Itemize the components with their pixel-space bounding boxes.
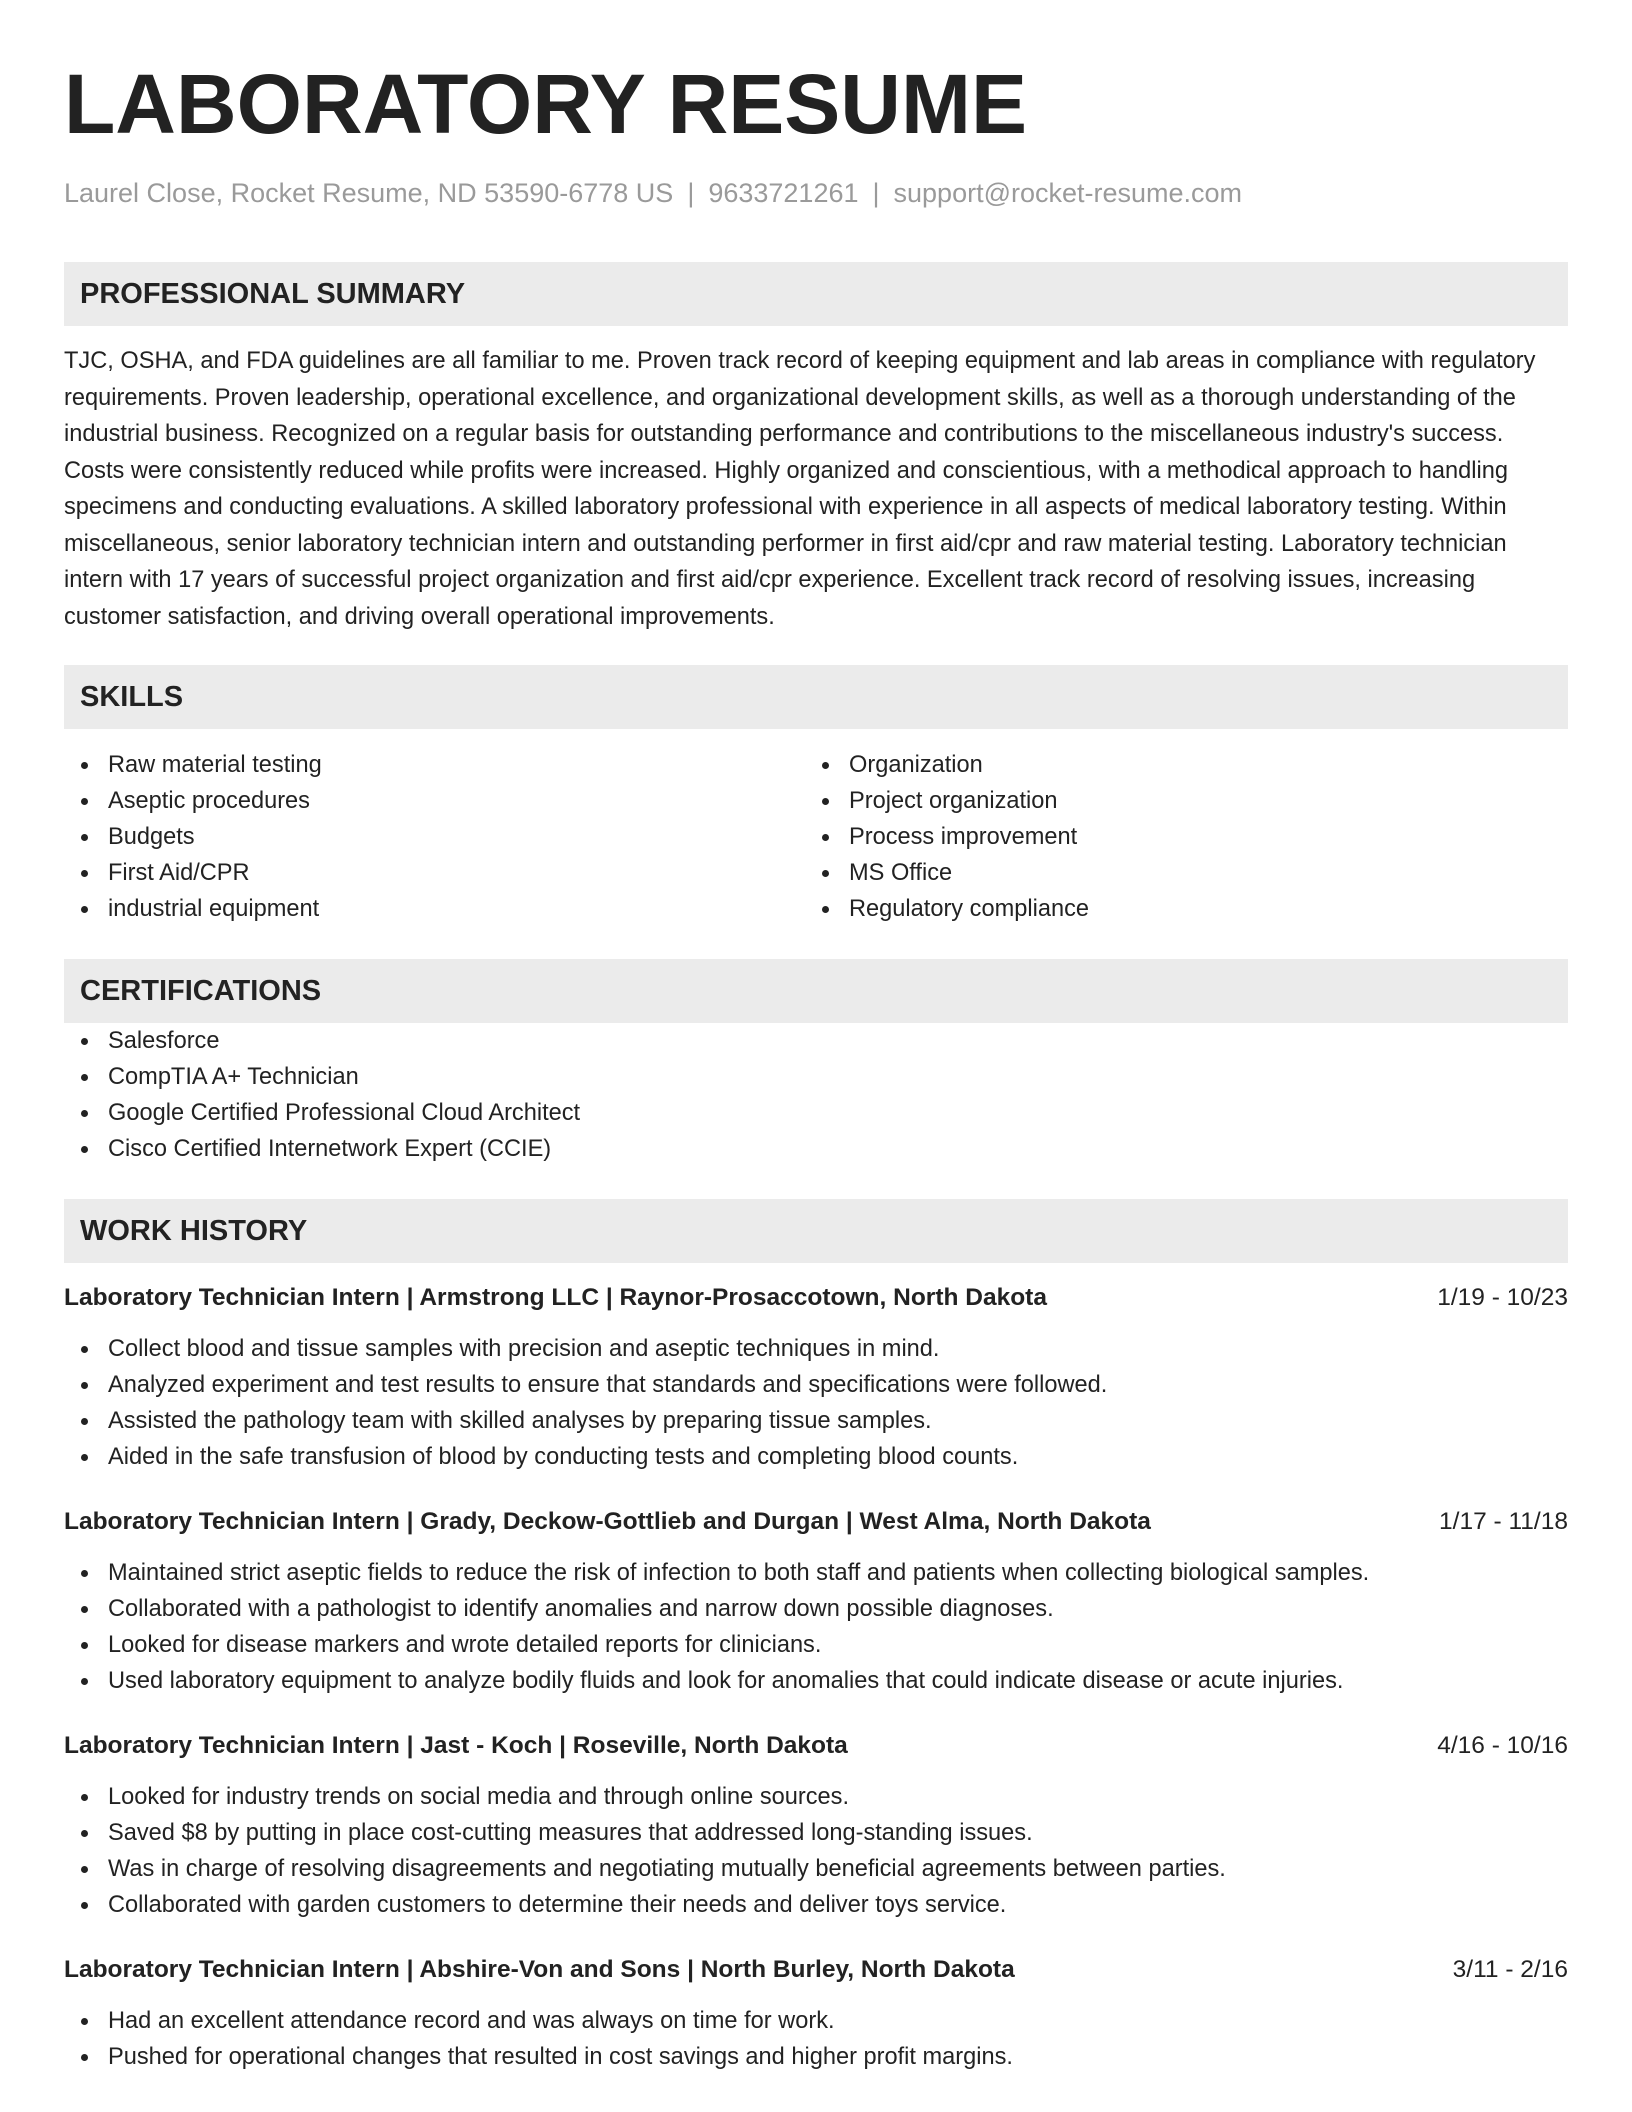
- skills-column-right: [805, 747, 1546, 927]
- skill-item: Regulatory compliance: [805, 891, 1546, 927]
- job-bullet: Pushed for operational changes that resulted in cost savings and higher profit margins.: [64, 2039, 1568, 2075]
- job-header: [64, 1729, 1568, 1763]
- certification-item: Salesforce: [64, 1023, 1568, 1059]
- job-title: Laboratory Technician Intern | Abshire-Von and Sons | North Burley, North Dakota: [64, 1956, 1015, 1983]
- skill-item: First Aid/CPR: [64, 855, 805, 891]
- job-bullets: [64, 1331, 1568, 1475]
- job-bullet: Analyzed experiment and test results to ensure that standards and specifications were followed.: [64, 1367, 1568, 1403]
- section-heading-skills: SKILLS: [64, 665, 1568, 729]
- job-dates: 4/16 - 10/16: [1437, 1732, 1568, 1759]
- skills-column-left: [64, 747, 805, 927]
- skill-item: Project organization: [805, 783, 1546, 819]
- section-heading-summary: PROFESSIONAL SUMMARY: [64, 262, 1568, 326]
- job-bullet: Had an excellent attendance record and was always on time for work.: [64, 2003, 1568, 2039]
- job-bullets: [64, 2003, 1568, 2075]
- skill-item: Budgets: [64, 819, 805, 855]
- contact-address: Laurel Close, Rocket Resume, ND 53590-6778 US: [64, 178, 674, 208]
- job-title: Laboratory Technician Intern | Armstrong LLC | Raynor-Prosaccotown, North Dakota: [64, 1284, 1047, 1311]
- skills-grid: [64, 747, 1568, 927]
- job-dates: 1/17 - 11/18: [1439, 1508, 1568, 1535]
- job-bullets: [64, 1779, 1568, 1923]
- job-entry: [64, 1281, 1568, 1475]
- job-header: [64, 1281, 1568, 1315]
- resume-title: LABORATORY RESUME: [64, 57, 1027, 151]
- job-bullet: Used laboratory equipment to analyze bodily fluids and look for anomalies that could indicate disease or acute injuries.: [64, 1663, 1568, 1699]
- job-header: [64, 1505, 1568, 1539]
- job-header: [64, 1953, 1568, 1987]
- job-bullet: Aided in the safe transfusion of blood by conducting tests and completing blood counts.: [64, 1439, 1568, 1475]
- job-dates: 3/11 - 2/16: [1452, 1956, 1568, 1983]
- job-bullet: Was in charge of resolving disagreements and negotiating mutually beneficial agreements between parties.: [64, 1851, 1568, 1887]
- certifications-list: [64, 1023, 1568, 1167]
- job-entry: [64, 1729, 1568, 1923]
- contact-line: [64, 176, 1568, 210]
- skill-item: MS Office: [805, 855, 1546, 891]
- job-dates: 1/19 - 10/23: [1437, 1284, 1568, 1311]
- summary-paragraph: TJC, OSHA, and FDA guidelines are all familiar to me. Proven track record of keeping equipment and lab areas in compliance with regulatory requirements. Proven leadership, operational excellence, and organizational development skills, as well as a thorough understanding of the industrial business. Recognized on a regular basis for outstanding performance and contributions to the miscellaneous industry's success. Costs were consistently reduced while profits were increased. Highly organized and conscientious, with a methodical approach to handling specimens and conducting evaluations. A skilled laboratory professional with experience in all aspects of medical laboratory testing. Within miscellaneous, senior laboratory technician intern and outstanding performer in first aid/cpr and raw material testing. Laboratory technician intern with 17 years of successful project organization and first aid/cpr experience. Excellent track record of resolving issues, increasing customer satisfaction, and driving overall operational improvements.: [64, 348, 1536, 630]
- job-bullet: Looked for industry trends on social media and through online sources.: [64, 1779, 1568, 1815]
- job-bullets: [64, 1555, 1568, 1699]
- certification-item: Google Certified Professional Cloud Architect: [64, 1095, 1568, 1131]
- skill-item: Aseptic procedures: [64, 783, 805, 819]
- certification-item: Cisco Certified Internetwork Expert (CCIE): [64, 1131, 1568, 1167]
- skill-item: industrial equipment: [64, 891, 805, 927]
- job-title: Laboratory Technician Intern | Jast - Koch | Roseville, North Dakota: [64, 1732, 848, 1759]
- job-bullet: Maintained strict aseptic fields to reduce the risk of infection to both staff and patients when collecting biological samples.: [64, 1555, 1568, 1591]
- certification-item: CompTIA A+ Technician: [64, 1059, 1568, 1095]
- contact-separator: |: [872, 178, 880, 208]
- job-bullet: Collaborated with a pathologist to identify anomalies and narrow down possible diagnoses.: [64, 1591, 1568, 1627]
- job-bullet: Looked for disease markers and wrote detailed reports for clinicians.: [64, 1627, 1568, 1663]
- job-bullet: Assisted the pathology team with skilled analyses by preparing tissue samples.: [64, 1403, 1568, 1439]
- contact-separator: |: [687, 178, 695, 208]
- job-entry: [64, 1505, 1568, 1699]
- job-bullet: Collaborated with garden customers to determine their needs and deliver toys service.: [64, 1887, 1568, 1923]
- section-heading-certifications: CERTIFICATIONS: [64, 959, 1568, 1023]
- skill-item: Process improvement: [805, 819, 1546, 855]
- job-entry: [64, 1953, 1568, 2075]
- job-bullet: Saved $8 by putting in place cost-cutting measures that addressed long-standing issues.: [64, 1815, 1568, 1851]
- contact-email: support@rocket-resume.com: [893, 178, 1243, 208]
- section-heading-work-history: WORK HISTORY: [64, 1199, 1568, 1263]
- skill-item: Organization: [805, 747, 1546, 783]
- job-bullet: Collect blood and tissue samples with precision and aseptic techniques in mind.: [64, 1331, 1568, 1367]
- job-title: Laboratory Technician Intern | Grady, Deckow-Gottlieb and Durgan | West Alma, North Dakota: [64, 1508, 1151, 1535]
- contact-phone: 9633721261: [708, 178, 859, 208]
- skill-item: Raw material testing: [64, 747, 805, 783]
